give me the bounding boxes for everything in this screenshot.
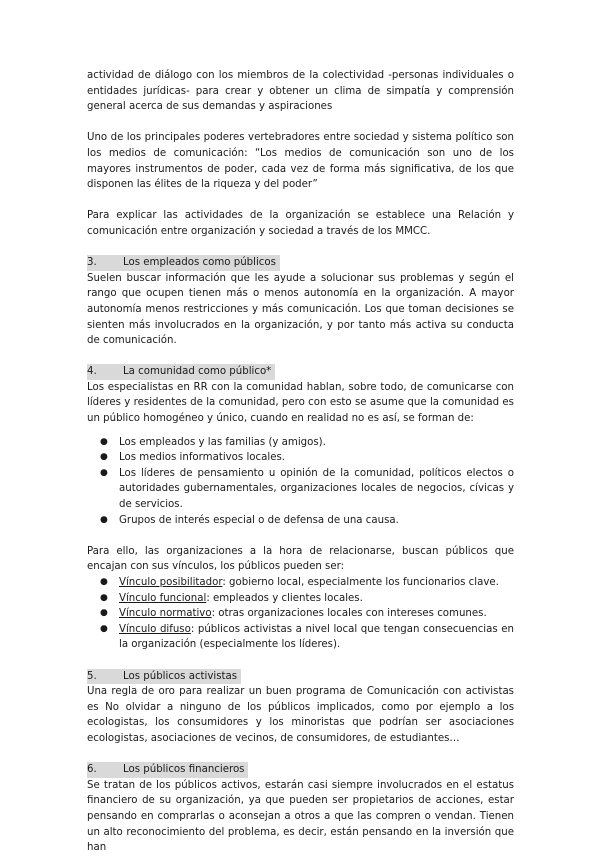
section-title: Los públicos activistas: [123, 670, 238, 682]
bullet-icon: ●: [100, 467, 108, 478]
term: Vínculo normativo: [119, 608, 212, 620]
section-heading-5: [87, 669, 514, 685]
bullet-icon: ●: [100, 592, 108, 603]
bullet-icon: ●: [100, 623, 108, 634]
term: Vínculo posibilitador: [119, 577, 223, 588]
paragraph: Uno de los principales poderes vertebradores entre sociedad y sistema político son los medios de comunicación: “Los medios de comunicación son uno de los mayores instrumentos de poder, cada vez de forma más significativa, de los que disponen las élites de la riqueza y del poder”: [87, 132, 514, 191]
list-item: ● Vínculo posibilitador: gobierno local, especialmente los funcionarios clave.: [87, 575, 514, 591]
section-body: Los especialistas en RR con la comunidad hablan, sobre todo, de comunicarse con líderes y residentes de la comunidad, pero con esto se asume que la comunidad es un público homogéneo y único, cuando en realidad no es así, se forman de:: [87, 381, 514, 425]
bullet-icon: ●: [100, 436, 108, 447]
list-item: ● Los líderes de pensamiento u opinión de la comunidad, políticos electos o autoridades gubernamentales, organizaciones locales de negocios, cívicas y de servicios.: [100, 467, 514, 511]
list-item: ● Vínculo difuso: públicos activistas a nivel local que tengan consecuencias en la organización (especialmente los líderes).: [100, 623, 514, 651]
list-item: ● Vínculo normativo: otras organizaciones locales con intereses comunes.: [87, 606, 514, 622]
section-heading-4: [87, 364, 514, 380]
section-body: Suelen buscar información que les ayude a solucionar sus problemas y según el rango que ocupen tienen más o menos autonomía en la organización. A mayor autonomía menos restricciones y más comunicación. Los que toman decisiones se sienten más involucrados en la organización, y por tanto más activa su conducta de comunicación.: [87, 272, 514, 347]
section-title: Los empleados como públicos: [123, 257, 276, 269]
term: Vínculo difuso: [119, 623, 191, 635]
section-number: 4.: [87, 366, 97, 378]
bullet-list: [87, 575, 514, 653]
list-item: ● Los empleados y las familias (y amigos).: [87, 435, 514, 451]
section-title: Los públicos financieros: [123, 764, 245, 776]
bullet-icon: ●: [100, 514, 108, 525]
section-number: 3.: [87, 257, 97, 269]
paragraph: actividad de diálogo con los miembros de la colectividad -personas individuales o entidades jurídicas- para crear y obtener un clima de simpatía y comprensión general acerca de sus demandas y aspiraciones: [87, 70, 514, 113]
bullet-icon: ●: [100, 608, 108, 619]
list-item: ● Los medios informativos locales.: [87, 450, 514, 466]
term: Vínculo funcional: [119, 592, 207, 604]
section-number: 6.: [87, 764, 97, 776]
bullet-list: [87, 435, 514, 529]
bullet-icon: ●: [100, 577, 108, 587]
section-body: Para ello, las organizaciones a la hora de relacionarse, buscan públicos que encajan con sus vínculos, los públicos pueden ser:: [87, 545, 514, 573]
page-content: [87, 68, 514, 856]
section-body: Una regla de oro para realizar un buen programa de Comunicación con activistas es No olvidar a ninguno de los públicos implicados, como por ejemplo a los ecologistas, los consumidores y los minoristas que podrían ser asociaciones ecologistas, asociaciones de vecinos, de consumidores, de estudiantes…: [87, 686, 514, 744]
section-title: La comunidad como público*: [123, 366, 272, 378]
section-heading-6: [87, 762, 514, 778]
bullet-icon: ●: [100, 452, 108, 463]
section-heading-3: [87, 255, 514, 271]
list-item: ● Vínculo funcional: empleados y clientes locales.: [87, 591, 514, 607]
paragraph: Para explicar las actividades de la organización se establece una Relación y comunicación entre organización y sociedad a través de los MMCC.: [87, 210, 514, 237]
section-number: 5.: [87, 670, 97, 682]
section-body: Se tratan de los públicos activos, estarán casi siempre involucrados en el estatus financiero de su organización, ya que pueden ser propietarios de acciones, estar pensando en comprarlas o aconsejan a otros a que las compren o vendan. Tienen un alto reconocimiento del problema, es decir, están pensando en la inversión que han: [87, 779, 514, 854]
list-item: ● Grupos de interés especial o de defensa de una causa.: [87, 513, 514, 529]
